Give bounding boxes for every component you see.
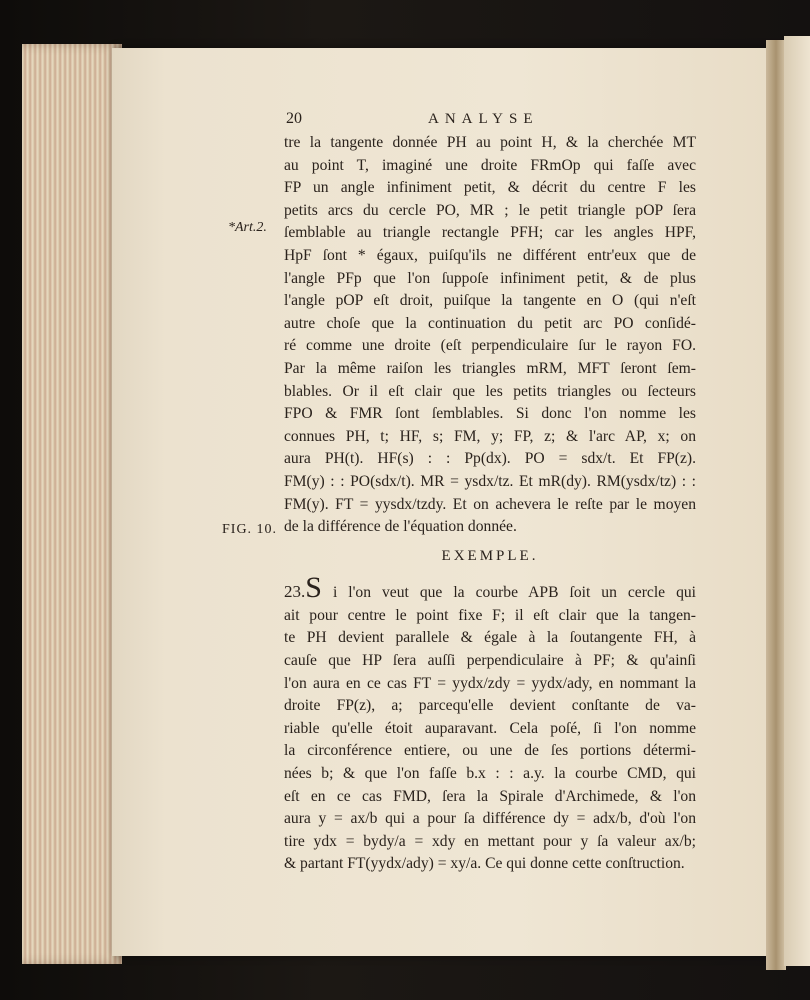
page-number: 20: [286, 110, 302, 127]
text-line: te PH devient parallele & égale à la ſoutangente FH, à: [284, 629, 696, 647]
text-line: aura PH(t). HF(s) : : Pp(dx). PO = sdx/t. Et FP(z).: [284, 450, 696, 468]
paragraph-2: [284, 571, 696, 876]
text-line: HpF ſont * égaux, puiſqu'ils ne différent entr'eux que de: [284, 246, 696, 264]
running-head: [284, 108, 696, 132]
text-line: i l'on veut que la courbe APB ſoit un cercle qui: [332, 584, 696, 602]
text-line: de la différence de l'équation donnée.: [284, 518, 517, 536]
text-line: la circonférence entiere, ou une de ſes portions détermi-: [284, 742, 696, 760]
text-line: eſt en ce cas FMD, ſera la Spirale d'Archimede, & l'on: [284, 787, 696, 805]
text-line: droite FP(z), a; parcequ'elle devient conſtante de va-: [284, 697, 696, 715]
text-line: FPO & FMR ſont ſemblables. Si donc l'on nomme les: [284, 405, 696, 423]
text-line: FM(y). FT = yysdx/tzdy. Et on achevera le reſte par le moyen: [284, 495, 696, 513]
text-line: ait pour centre le point fixe F; il eſt clair que la tangen-: [284, 606, 696, 624]
text-line: tre la tangente donnée PH au point H, & la cherchée MT: [284, 134, 696, 151]
text-line-first: [284, 571, 696, 605]
text-line: l'angle pOP eſt droit, puiſque la tangente en O (qui n'eſt: [284, 292, 696, 310]
text-line: connues PH, t; HF, s; FM, y; FP, z; & l'arc AP, x; on: [284, 427, 696, 445]
text-line: FP un angle infiniment petit, & décrit du centre F les: [284, 179, 696, 197]
section-heading: EXEMPLE.: [441, 547, 539, 564]
text-line: ſemblable au triangle rectangle PFH; car les angles HPF,: [284, 224, 696, 242]
text-line: aura y = ax/b qui a pour ſa différence dy = adx/b, d'où l'on: [284, 810, 696, 828]
text-line: l'angle PFp que l'on ſuppoſe infiniment petit, & de plus: [284, 269, 696, 287]
book-spine: [766, 40, 786, 970]
text-line: petits arcs du cercle PO, MR ; le petit triangle pOP ſera: [284, 201, 696, 219]
drop-cap: S: [305, 571, 322, 605]
text-line: ré comme une droite (eſt perpendiculaire ſur le rayon FO.: [284, 337, 696, 355]
text-line: tire ydx = bydy/a = xdy en mettant pour y ſa valeur ax/b;: [284, 832, 696, 850]
text-line: au point T, imaginé une droite FRmOp qui faſſe avec: [284, 156, 696, 174]
paragraph-1: [284, 132, 696, 539]
page-text: [284, 108, 696, 876]
facing-page-edge: [784, 36, 810, 966]
text-line: & partant FT(yydx/ady) = xy/a. Ce qui donne cette conſtruction.: [284, 855, 685, 873]
margin-note-art: *Art.2.: [228, 220, 267, 235]
text-line: Par la même raiſon les triangles mRM, MFT ſeront ſem-: [284, 359, 696, 377]
text-line: FM(y) : : PO(sdx/t). MR = ysdx/tz. Et mR(dy). RM(ysdx/tz) : :: [284, 472, 696, 490]
figure-label: FIG. 10.: [222, 522, 278, 537]
text-line: nées b; & que l'on faſſe b.x : : a.y. la courbe CMD, qui: [284, 765, 696, 783]
text-line: autre choſe que la continuation du petit arc PO conſidé-: [284, 314, 696, 332]
text-line: l'on aura en ce cas FT = yydx/zdy = yydx/ady, en nommant la: [284, 674, 696, 692]
paragraph-number: 23.: [284, 582, 306, 602]
text-line: riable qu'elle étoit auparavant. Cela poſé, ſi l'on nomme: [284, 719, 696, 737]
page-header-title: ANALYSE: [428, 111, 539, 127]
text-line: blables. Or il eſt clair que les petits triangles ou ſecteurs: [284, 382, 696, 400]
text-line: cauſe que HP ſera auſſi perpendiculaire à PF; & qu'ainſi: [284, 652, 696, 670]
page-edges: [22, 44, 122, 964]
